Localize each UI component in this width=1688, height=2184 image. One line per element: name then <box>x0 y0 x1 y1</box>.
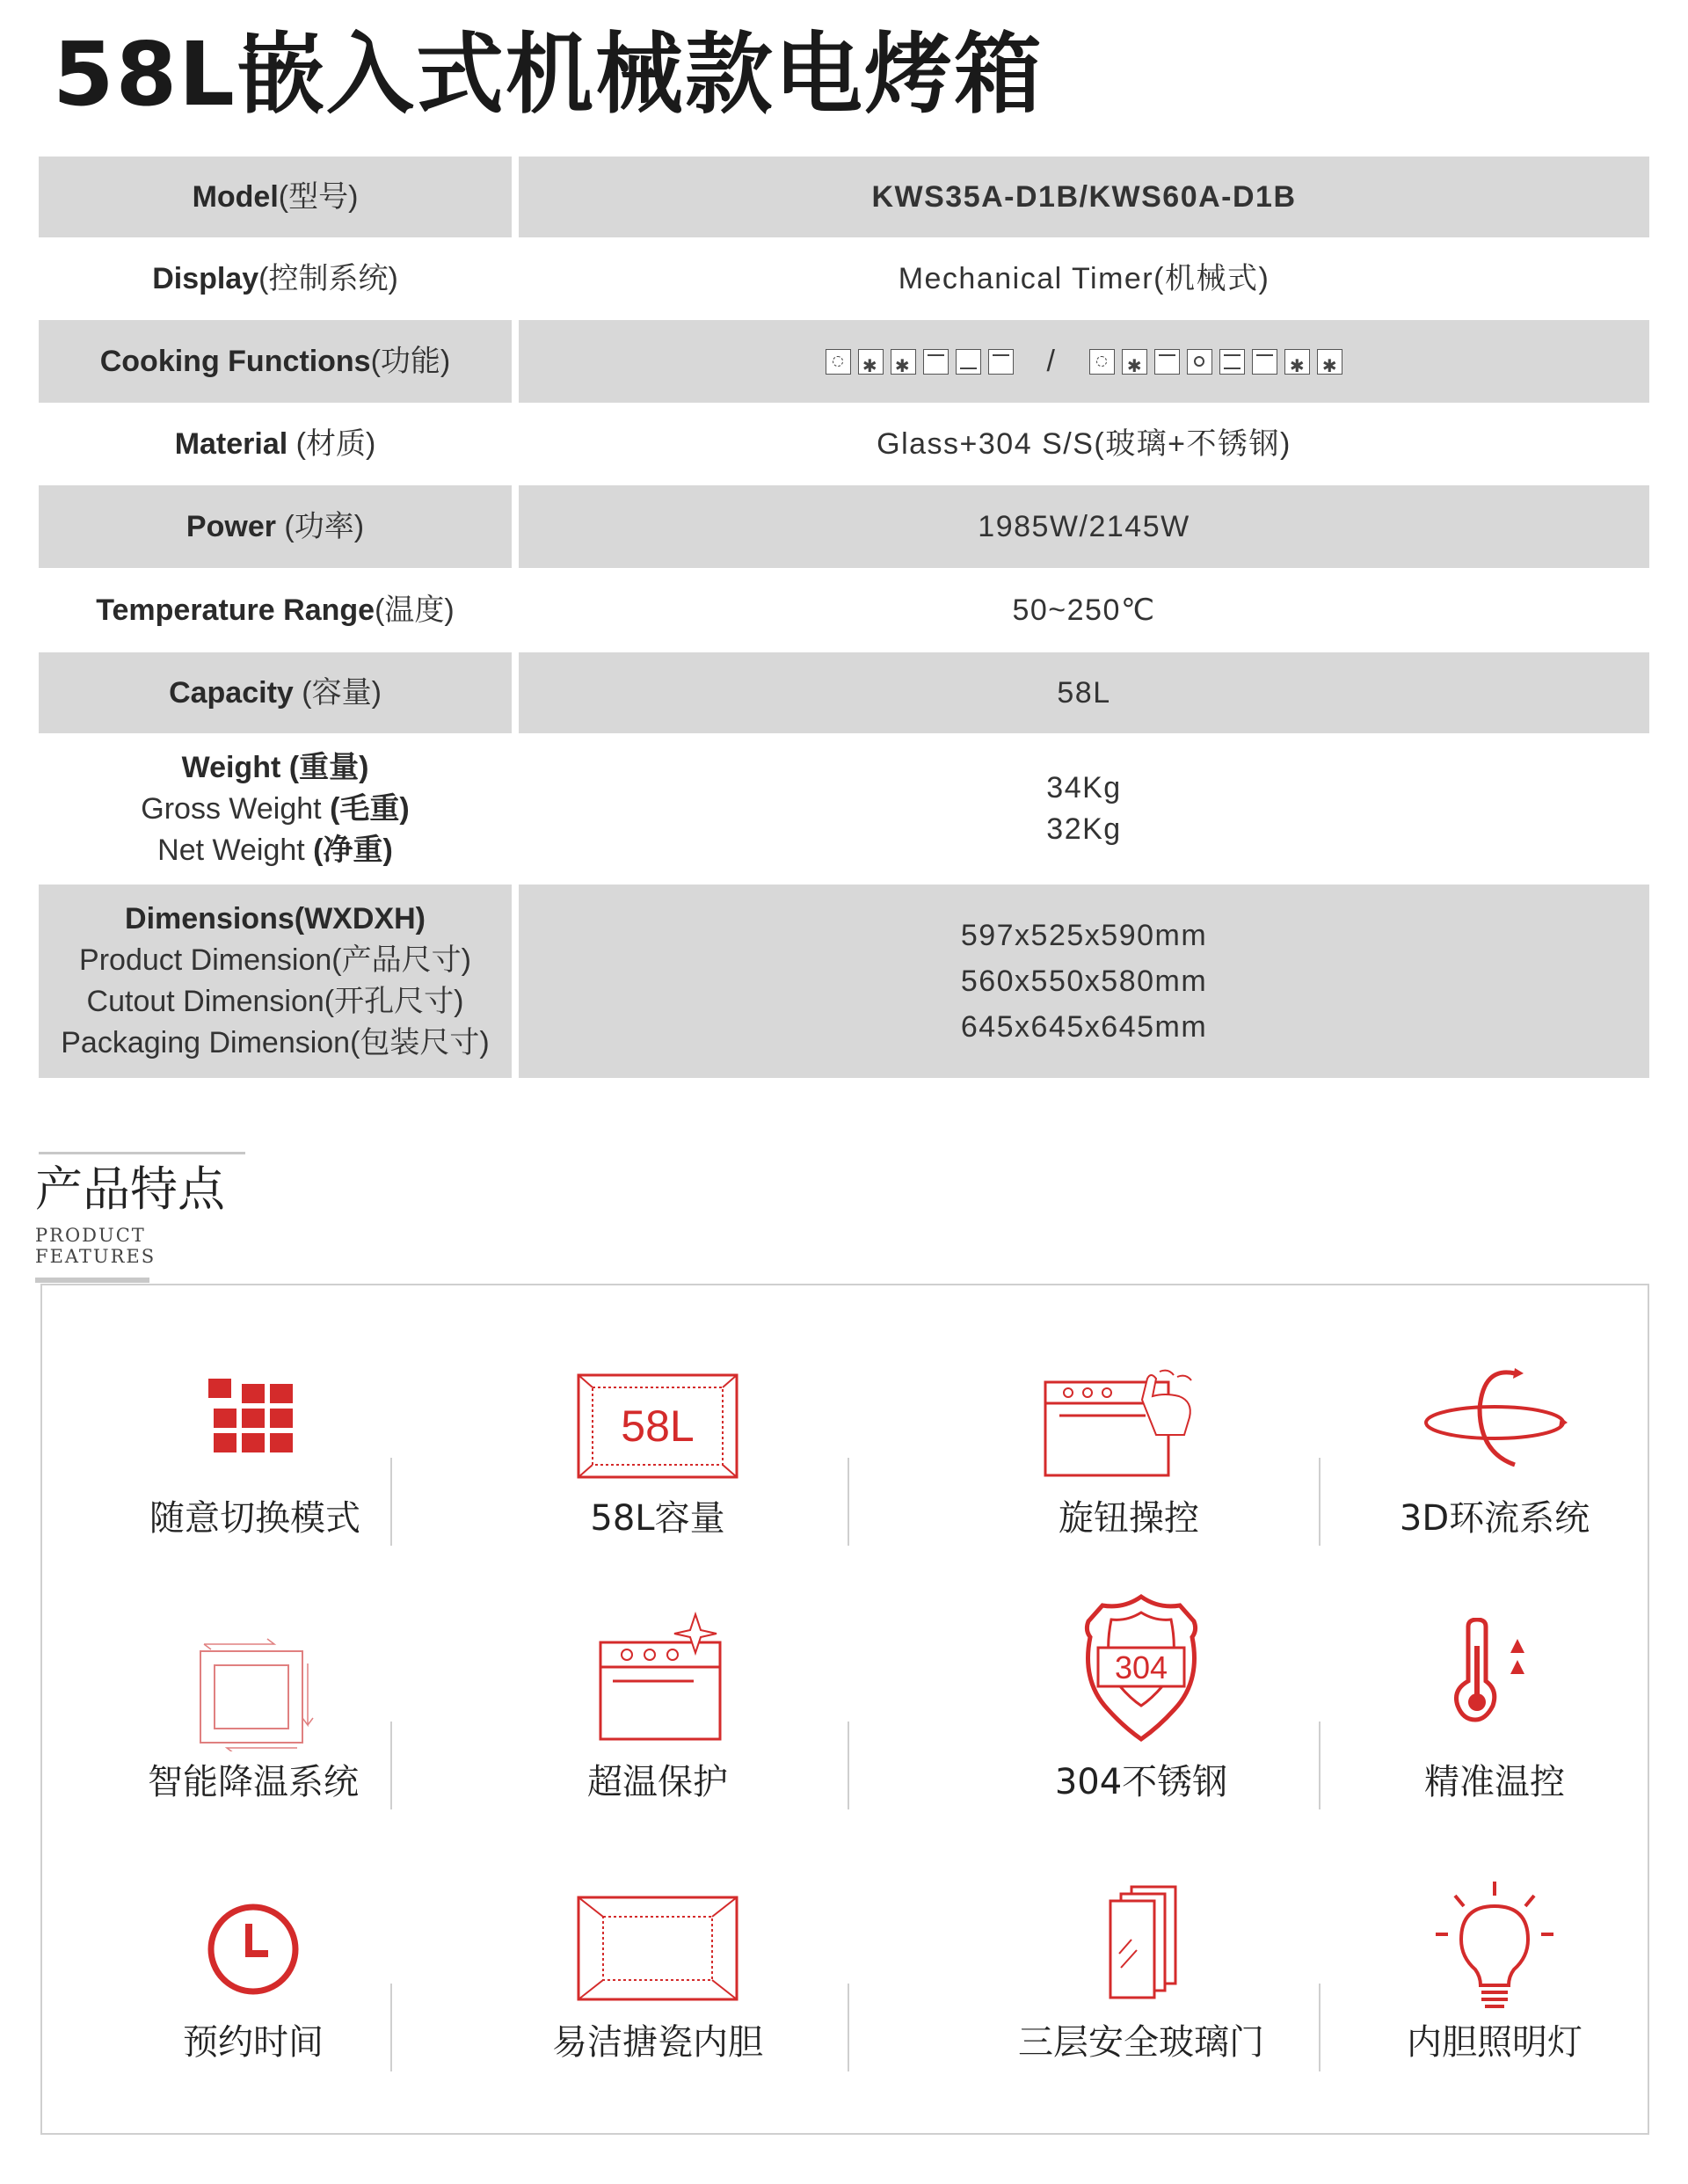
feature-label: 58L容量 <box>590 1498 725 1539</box>
spec-row-capacity <box>39 652 1649 733</box>
clock-icon <box>205 1901 302 1998</box>
spec-label: Power (功率) <box>39 485 512 568</box>
capacity-58l-icon <box>577 1373 738 1479</box>
spec-row-functions <box>39 320 1649 403</box>
feature-label: 304不锈钢 <box>1054 1762 1228 1802</box>
grid-mode-icon <box>207 1377 303 1465</box>
page-title: 58L嵌入式机械款电烤箱 <box>53 23 1044 126</box>
spec-table <box>39 157 1649 1078</box>
spec-label: Temperature Range(温度) <box>96 593 455 627</box>
cutout-dimension-value: 560x550x580mm <box>960 965 1208 998</box>
top-element-icon <box>1252 349 1277 375</box>
feature-label: 三层安全玻璃门 <box>1018 2022 1264 2063</box>
spec-label: Weight (重量) Gross Weight (毛重) Net Weight (净重) <box>141 750 410 867</box>
spec-row-model <box>39 157 1649 237</box>
stainless-304-shield-icon <box>1066 1593 1216 1743</box>
features-title-zh: 产品特点 <box>35 1161 225 1217</box>
overheat-protection-icon <box>592 1611 724 1743</box>
spec-value <box>519 885 1649 1078</box>
spec-value: 58L <box>519 652 1649 733</box>
grill-top-icon <box>923 349 949 375</box>
spec-label: Dimensions(WXDXH) Product Dimension(产品尺寸) Cutout Dimension(开孔尺寸) Packaging Dimension(包装尺寸) <box>39 885 512 1078</box>
features-box <box>40 1284 1649 2135</box>
svg-text:304: 304 <box>1114 1649 1168 1685</box>
spec-label: Cooking Functions(功能) <box>39 320 512 403</box>
spec-row-material <box>39 403 1649 485</box>
thermometer-icon <box>1451 1618 1539 1723</box>
spec-row-power <box>39 485 1649 568</box>
circular-fan-icon <box>1187 349 1212 375</box>
net-weight-value: 32Kg <box>1046 812 1122 846</box>
spec-value: 50~250℃ <box>1012 593 1156 627</box>
feature-label: 随意切换模式 <box>149 1498 360 1539</box>
feature-label: 内胆照明灯 <box>1407 2022 1582 2063</box>
feature-label: 超温保护 <box>587 1762 728 1802</box>
function-separator: / <box>1046 344 1057 378</box>
svg-text:58L: 58L <box>621 1401 695 1451</box>
spec-value: 1985W/2145W <box>519 485 1649 568</box>
gross-weight-value: 34Kg <box>1046 771 1122 804</box>
light-bulb-icon <box>1429 1880 1561 2020</box>
fan-heat-icon <box>1089 349 1115 375</box>
spec-row-display <box>39 237 1649 320</box>
bottom-heat-icon <box>956 349 981 375</box>
features-heading <box>35 1152 246 1283</box>
spec-label: Display(控制系统) <box>152 261 398 295</box>
packaging-dimension-value: 645x645x645mm <box>960 1010 1208 1044</box>
feature-label: 精准温控 <box>1424 1762 1565 1802</box>
spec-value: Mechanical Timer(机械式) <box>898 261 1270 295</box>
cooling-system-icon <box>192 1637 315 1751</box>
triple-glass-door-icon <box>1093 1883 1190 2006</box>
spec-label: Material (材质) <box>174 426 376 461</box>
3d-airflow-icon <box>1420 1365 1569 1479</box>
feature-label: 智能降温系统 <box>148 1762 359 1802</box>
spec-label: Capacity (容量) <box>39 652 512 733</box>
feature-label: 旋钮操控 <box>1059 1498 1199 1539</box>
fan-heat-icon <box>826 349 851 375</box>
grill-fan-icon <box>858 349 884 375</box>
grill-icon <box>1284 349 1310 375</box>
product-dimension-value: 597x525x590mm <box>960 919 1208 952</box>
enamel-cavity-icon <box>577 1896 738 2001</box>
spec-value <box>519 733 1649 885</box>
spec-value <box>519 320 1649 403</box>
knob-control-icon <box>1037 1365 1221 1479</box>
grill-icon <box>891 349 916 375</box>
grill-fan-icon <box>1317 349 1342 375</box>
top-bottom-icon <box>1219 349 1245 375</box>
spec-label: Model(型号) <box>39 157 512 237</box>
top-heat-icon <box>988 349 1014 375</box>
top-heat-icon <box>1154 349 1180 375</box>
spec-row-dimensions <box>39 885 1649 1078</box>
spec-value: Glass+304 S/S(玻璃+不锈钢) <box>877 426 1291 461</box>
feature-label: 预约时间 <box>183 2022 324 2063</box>
grill-fan-icon <box>1122 349 1147 375</box>
function-icons <box>826 341 1343 382</box>
spec-row-weight <box>39 733 1649 885</box>
feature-label: 3D环流系统 <box>1399 1498 1590 1539</box>
spec-value: KWS35A-D1B/KWS60A-D1B <box>519 157 1649 237</box>
features-title-en: PRODUCT FEATURES <box>35 1225 156 1267</box>
spec-row-temperature <box>39 568 1649 652</box>
feature-label: 易洁搪瓷内胆 <box>552 2022 763 2063</box>
